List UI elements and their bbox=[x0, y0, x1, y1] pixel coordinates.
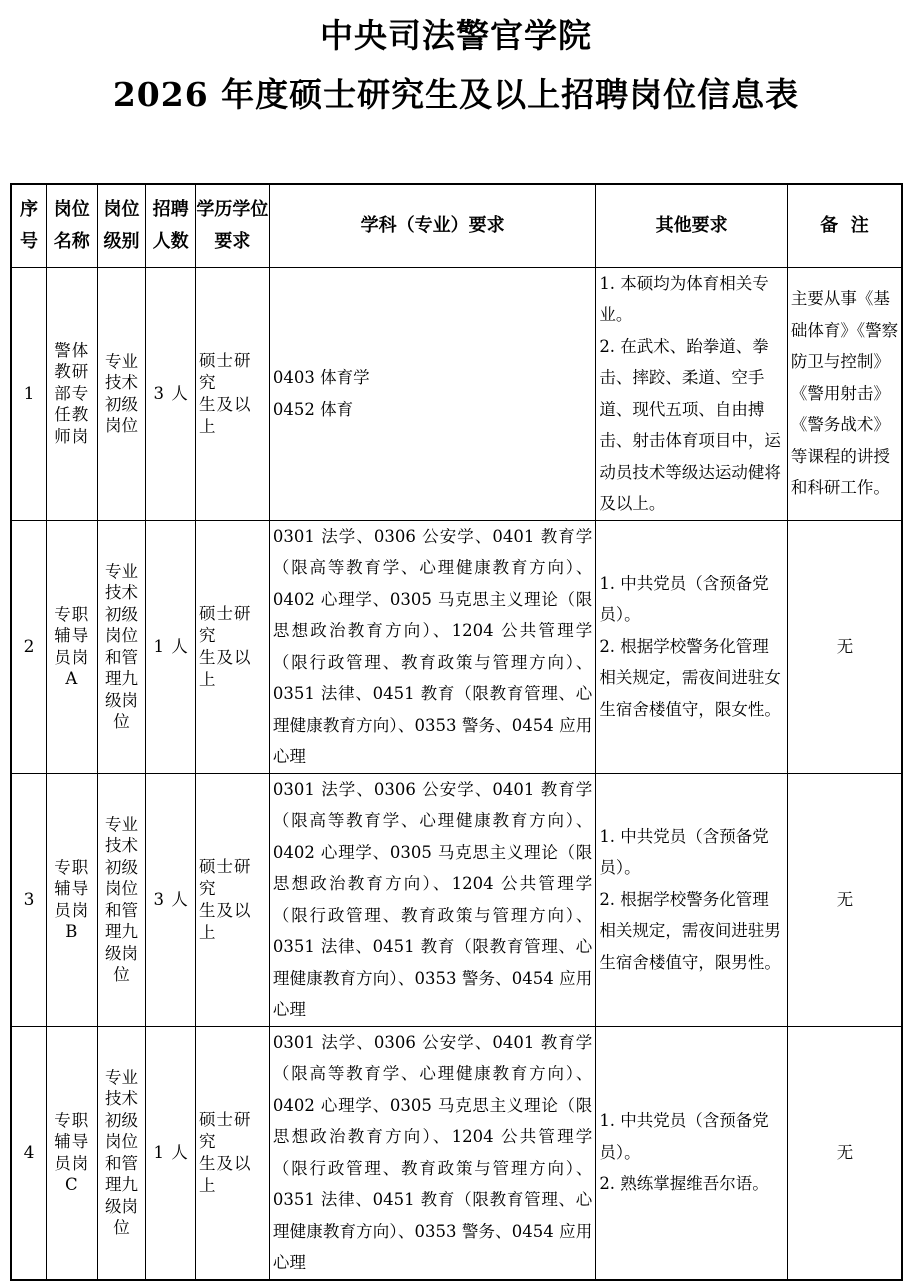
header-position-level: 岗位 级别 bbox=[97, 184, 146, 267]
cell-education: 硕士研究 生及以上 bbox=[195, 267, 269, 520]
cell-education: 硕士研究 生及以上 bbox=[195, 773, 269, 1026]
cell-recruit-count: 3 人 bbox=[146, 773, 196, 1026]
cell-other: 1. 中共党员（含预备党员）。 2. 熟练掌握维吾尔语。 bbox=[596, 1026, 788, 1280]
table-row bbox=[11, 1026, 902, 1280]
cell-subject: 0301 法学、0306 公安学、0401 教育学（限高等教育学、心理健康教育方向）、0402 心理学、0305 马克思主义理论（限思想政治教育方向）、1204 公共管理学（限行政管理、教育政策与管理方向）、0351 法律、0451 教育（限教育管理、心理健康教育方向）、0353 警务、0454 应用心理 bbox=[269, 773, 595, 1026]
cell-subject: 0403 体育学 0452 体育 bbox=[269, 267, 595, 520]
cell-recruit-count: 1 人 bbox=[146, 1026, 196, 1280]
page-subtitle: 2026 年度硕士研究生及以上招聘岗位信息表 bbox=[112, 75, 800, 114]
cell-recruit-count: 1 人 bbox=[146, 520, 196, 773]
table-row bbox=[11, 267, 902, 520]
cell-note: 无 bbox=[787, 773, 902, 1026]
recruitment-table bbox=[10, 183, 903, 1281]
table-row bbox=[11, 773, 902, 1026]
cell-subject: 0301 法学、0306 公安学、0401 教育学（限高等教育学、心理健康教育方向）、0402 心理学、0305 马克思主义理论（限思想政治教育方向）、1204 公共管理学（限行政管理、教育政策与管理方向）、0351 法律、0451 教育（限教育管理、心理健康教育方向）、0353 警务、0454 应用心理 bbox=[269, 1026, 595, 1280]
table-row bbox=[11, 520, 902, 773]
cell-recruit-count: 3 人 bbox=[146, 267, 196, 520]
cell-position-level: 专业 技术 初级 岗位 和管 理九 级岗 位 bbox=[97, 1026, 146, 1280]
cell-education: 硕士研究 生及以上 bbox=[195, 1026, 269, 1280]
cell-education: 硕士研究 生及以上 bbox=[195, 520, 269, 773]
cell-subject: 0301 法学、0306 公安学、0401 教育学（限高等教育学、心理健康教育方向）、0402 心理学、0305 马克思主义理论（限思想政治教育方向）、1204 公共管理学（限行政管理、教育政策与管理方向）、0351 法律、0451 教育（限教育管理、心理健康教育方向）、0353 警务、0454 应用心理 bbox=[269, 520, 595, 773]
cell-position-name: 专职 辅导 员岗 B bbox=[46, 773, 97, 1026]
header-subject: 学科（专业）要求 bbox=[269, 184, 595, 267]
header-position-name: 岗位 名称 bbox=[46, 184, 97, 267]
cell-note: 无 bbox=[787, 520, 902, 773]
cell-seq: 2 bbox=[11, 520, 46, 773]
cell-position-level: 专业 技术 初级 岗位 和管 理九 级岗 位 bbox=[97, 520, 146, 773]
page-title: 中央司法警官学院 bbox=[320, 16, 592, 55]
header-note: 备 注 bbox=[787, 184, 902, 267]
cell-seq: 4 bbox=[11, 1026, 46, 1280]
header-recruit-count: 招聘 人数 bbox=[146, 184, 196, 267]
cell-other: 1. 中共党员（含预备党员）。 2. 根据学校警务化管理相关规定，需夜间进驻男生宿舍楼值守，限男性。 bbox=[596, 773, 788, 1026]
cell-position-name: 专职 辅导 员岗 A bbox=[46, 520, 97, 773]
header-education: 学历学位 要求 bbox=[195, 184, 269, 267]
cell-position-level: 专业 技术 初级 岗位 和管 理九 级岗 位 bbox=[97, 773, 146, 1026]
cell-position-name: 专职 辅导 员岗 C bbox=[46, 1026, 97, 1280]
cell-other: 1. 本硕均为体育相关专业。 2. 在武术、跆拳道、拳击、摔跤、柔道、空手道、现代五项、自由搏击、射击体育项目中，运动员技术等级达运动健将及以上。 bbox=[596, 267, 788, 520]
cell-seq: 3 bbox=[11, 773, 46, 1026]
cell-seq: 1 bbox=[11, 267, 46, 520]
header-other: 其他要求 bbox=[596, 184, 788, 267]
cell-note: 无 bbox=[787, 1026, 902, 1280]
header-seq: 序 号 bbox=[11, 184, 46, 267]
cell-note: 主要从事《基础体育》《警察防卫与控制》《警用射击》《警务战术》等课程的讲授和科研工作。 bbox=[787, 267, 902, 520]
table-header-row bbox=[11, 184, 902, 267]
cell-position-name: 警体 教研 部专 任教 师岗 bbox=[46, 267, 97, 520]
cell-position-level: 专业 技术 初级 岗位 bbox=[97, 267, 146, 520]
cell-other: 1. 中共党员（含预备党员）。 2. 根据学校警务化管理相关规定，需夜间进驻女生宿舍楼值守，限女性。 bbox=[596, 520, 788, 773]
